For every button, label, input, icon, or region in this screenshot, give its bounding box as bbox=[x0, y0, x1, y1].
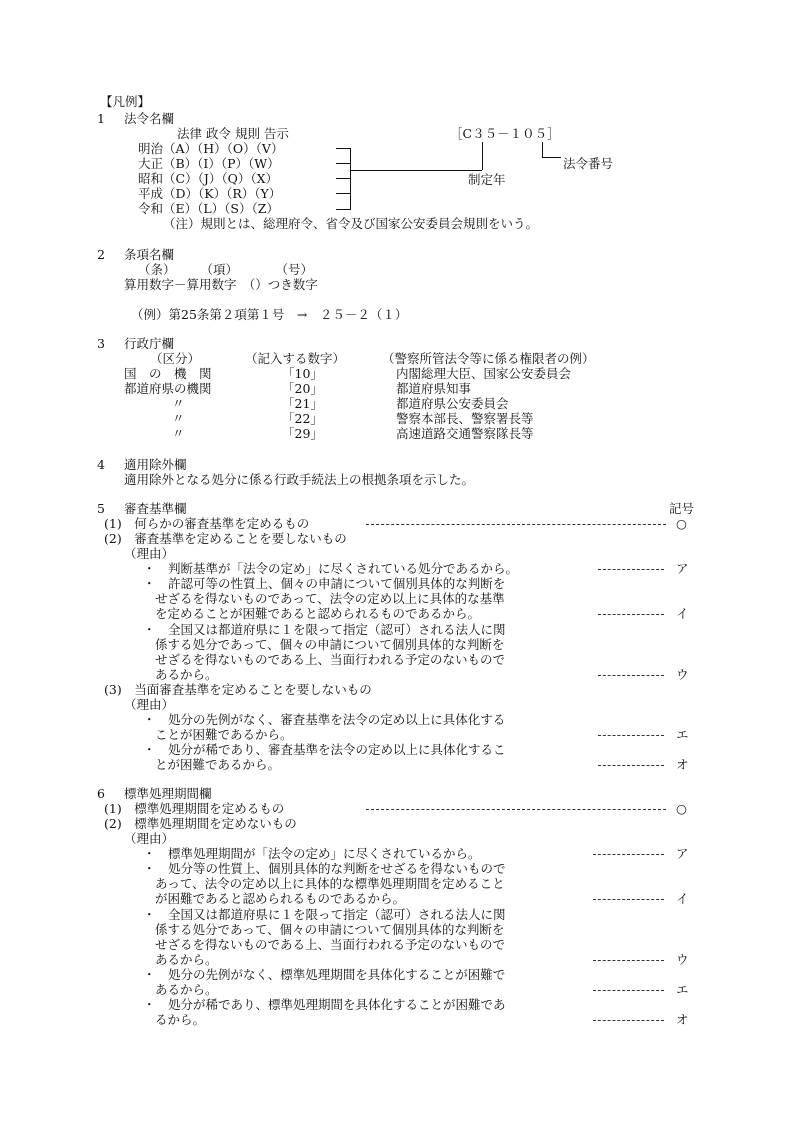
legend-title: 【凡例】 bbox=[100, 94, 151, 109]
reason-line: あるから。 bbox=[155, 667, 218, 682]
leader-dots bbox=[598, 675, 664, 676]
law-number-label: 法令番号 bbox=[563, 156, 614, 171]
section-4-number: 4 bbox=[97, 457, 105, 472]
reason-line: 係する処分であって、個々の申請について個別具体的な判断を bbox=[155, 922, 505, 937]
symbol: エ bbox=[676, 982, 689, 997]
col-header: （記入する数字） bbox=[245, 351, 346, 366]
item-2: (2) 標準処理期間を定めないもの bbox=[104, 816, 297, 831]
symbol: ウ bbox=[676, 667, 689, 682]
symbol: ○ bbox=[676, 801, 687, 816]
leader-dots bbox=[593, 854, 664, 855]
symbol: オ bbox=[676, 757, 689, 772]
year-label: 制定年 bbox=[468, 172, 506, 187]
reason-line: ・ 処分が稀であり、標準処理期間を具体化することが困難であ bbox=[143, 997, 506, 1012]
leader-dots bbox=[598, 735, 664, 736]
leader-dots bbox=[593, 990, 664, 991]
section-2-desc: 算用数字－算用数字 （）つき数字 bbox=[124, 277, 318, 292]
year-pointer-line bbox=[482, 142, 483, 170]
agency-example: 警察本部長、警察署長等 bbox=[396, 411, 534, 426]
reason-line: あるから。 bbox=[155, 982, 218, 997]
leader-dots bbox=[366, 524, 666, 525]
era-row: 令和（E）（L）（S）（Z） bbox=[138, 201, 279, 216]
bracket-tick bbox=[336, 193, 350, 194]
agency-division: 〃 bbox=[172, 396, 185, 411]
agency-division: 〃 bbox=[172, 411, 185, 426]
section-5-title: 審査基準欄 bbox=[124, 501, 187, 516]
leader-dots bbox=[366, 809, 666, 810]
section-2-number: 2 bbox=[97, 247, 105, 262]
reason-line: ・ 処分の先例がなく、審査基準を法令の定め以上に具体化する bbox=[143, 712, 506, 727]
era-bracket bbox=[336, 148, 351, 210]
section-1-note: （注）規則とは、総理府令、省令及び国家公安委員会規則をいう。 bbox=[163, 216, 539, 231]
agency-division: 国 の 機 関 bbox=[124, 366, 212, 381]
era-row: 大正（B）（I）（P）（W） bbox=[138, 156, 280, 171]
reason-line: ・ 処分の先例がなく、標準処理期間を具体化することが困難で bbox=[143, 967, 506, 982]
symbol: イ bbox=[676, 891, 689, 906]
leader-dots bbox=[598, 614, 664, 615]
reason-label: （理由） bbox=[124, 546, 175, 561]
item-3: (3) 当面審査基準を定めることを要しないもの bbox=[104, 682, 372, 697]
agency-code: 「22」 bbox=[282, 411, 323, 426]
reason-line: るから。 bbox=[155, 1012, 206, 1027]
era-row: 明治（A）（H）（O）（V） bbox=[138, 141, 284, 156]
reason-line: ・ 許認可等の性質上、個々の申請について個別具体的な判断を bbox=[143, 576, 506, 591]
agency-example: 高速道路交通警察隊長等 bbox=[396, 426, 534, 441]
symbol: ア bbox=[676, 561, 689, 576]
reason-line: ことが困難であるから。 bbox=[155, 727, 293, 742]
reason-line: あって、法令の定め以上に具体的な標準処理期間を定めること bbox=[155, 876, 505, 891]
col-header: （区分） bbox=[150, 351, 201, 366]
item-1: (1) 何らかの審査基準を定めるもの bbox=[104, 516, 310, 531]
agency-example: 都道府県公安委員会 bbox=[396, 396, 509, 411]
agency-division: 都道府県の機関 bbox=[124, 381, 212, 396]
bracket-tick bbox=[336, 178, 350, 179]
reason-label: （理由） bbox=[124, 697, 175, 712]
reason-line: せざるを得ないものであって、法令の定め以上に具体的な基準 bbox=[155, 591, 505, 606]
symbol-header: 記号 bbox=[669, 501, 695, 516]
agency-code: 「20」 bbox=[282, 381, 323, 396]
law-code: ［C３５－１０５］ bbox=[450, 126, 560, 141]
symbol: ウ bbox=[676, 952, 689, 967]
section-4-title: 適用除外欄 bbox=[124, 457, 187, 472]
bracket-tick bbox=[336, 163, 350, 164]
item-1: (1) 標準処理期間を定めるもの bbox=[104, 801, 285, 816]
reason-line: が困難であると認められるものであるから。 bbox=[155, 891, 406, 906]
item-2: (2) 審査基準を定めることを要しないもの bbox=[104, 531, 347, 546]
reason-line: を定めることが困難であると認められるものであるから。 bbox=[155, 606, 481, 621]
col-header: （警察所管法令等に係る権限者の例） bbox=[382, 351, 595, 366]
number-pointer-line bbox=[542, 157, 561, 158]
reason-line: せざるを得ないものである上、当面行われる予定のないもので bbox=[155, 652, 506, 667]
law-type-header: 法律 政令 規則 告示 bbox=[177, 126, 289, 141]
section-6-title: 標準処理期間欄 bbox=[124, 786, 212, 801]
era-row: 昭和（C）（J）（Q）（X） bbox=[138, 171, 278, 186]
symbol: ア bbox=[676, 846, 689, 861]
section-1-number: 1 bbox=[97, 111, 105, 126]
reason-line: せざるを得ないものである上、当面行われる予定のないもので bbox=[155, 937, 506, 952]
agency-code: 「21」 bbox=[282, 396, 323, 411]
section-2-example: （例）第25条第２項第１号 → ２５－２（１） bbox=[131, 307, 408, 322]
section-2-header: （条） （項） （号） bbox=[138, 262, 314, 277]
section-6-number: 6 bbox=[97, 786, 105, 801]
section-3-title: 行政庁欄 bbox=[124, 336, 175, 351]
reason-line: ・ 全国又は都道府県に１を限って指定（認可）される法人に関 bbox=[143, 622, 506, 637]
section-1-title: 法令名欄 bbox=[124, 111, 175, 126]
section-4-desc: 適用除外となる処分に係る行政手続法上の根拠条項を示した。 bbox=[124, 472, 475, 487]
symbol: エ bbox=[676, 727, 689, 742]
leader-dots bbox=[593, 960, 664, 961]
agency-code: 「10」 bbox=[282, 366, 323, 381]
leader-dots bbox=[598, 765, 664, 766]
leader-dots bbox=[593, 1020, 664, 1021]
agency-division: 〃 bbox=[172, 426, 185, 441]
connector-line bbox=[350, 170, 482, 171]
reason-label: （理由） bbox=[124, 831, 175, 846]
leader-dots bbox=[593, 899, 664, 900]
reason-line: ・ 処分が稀であり、審査基準を法令の定め以上に具体化するこ bbox=[143, 742, 506, 757]
section-5-number: 5 bbox=[97, 501, 105, 516]
reason-line: ・ 処分等の性質上、個別具体的な判断をせざるを得ないもので bbox=[143, 861, 506, 876]
symbol: ○ bbox=[676, 516, 687, 531]
section-2-title: 条項名欄 bbox=[124, 247, 175, 262]
number-pointer-line bbox=[542, 142, 543, 158]
reason-line: あるから。 bbox=[155, 952, 218, 967]
agency-example: 都道府県知事 bbox=[396, 381, 472, 396]
reason-line: ・ 判断基準が「法令の定め」に尽くされている処分であるから。 bbox=[143, 561, 519, 576]
reason-line: ・ 標準処理期間が「法令の定め」に尽くされているから。 bbox=[143, 846, 481, 861]
symbol: オ bbox=[676, 1012, 689, 1027]
reason-line: 係する処分であって、個々の申請について個別具体的な判断を bbox=[155, 637, 505, 652]
symbol: イ bbox=[676, 606, 689, 621]
reason-line: ・ 全国又は都道府県に１を限って指定（認可）される法人に関 bbox=[143, 907, 506, 922]
leader-dots bbox=[598, 569, 664, 570]
agency-code: 「29」 bbox=[282, 426, 323, 441]
section-3-number: 3 bbox=[97, 336, 105, 351]
agency-example: 内閣総理大臣、国家公安委員会 bbox=[396, 366, 572, 381]
reason-line: とが困難であるから。 bbox=[155, 757, 281, 772]
era-row: 平成（D）（K）（R）（Y） bbox=[138, 186, 282, 201]
